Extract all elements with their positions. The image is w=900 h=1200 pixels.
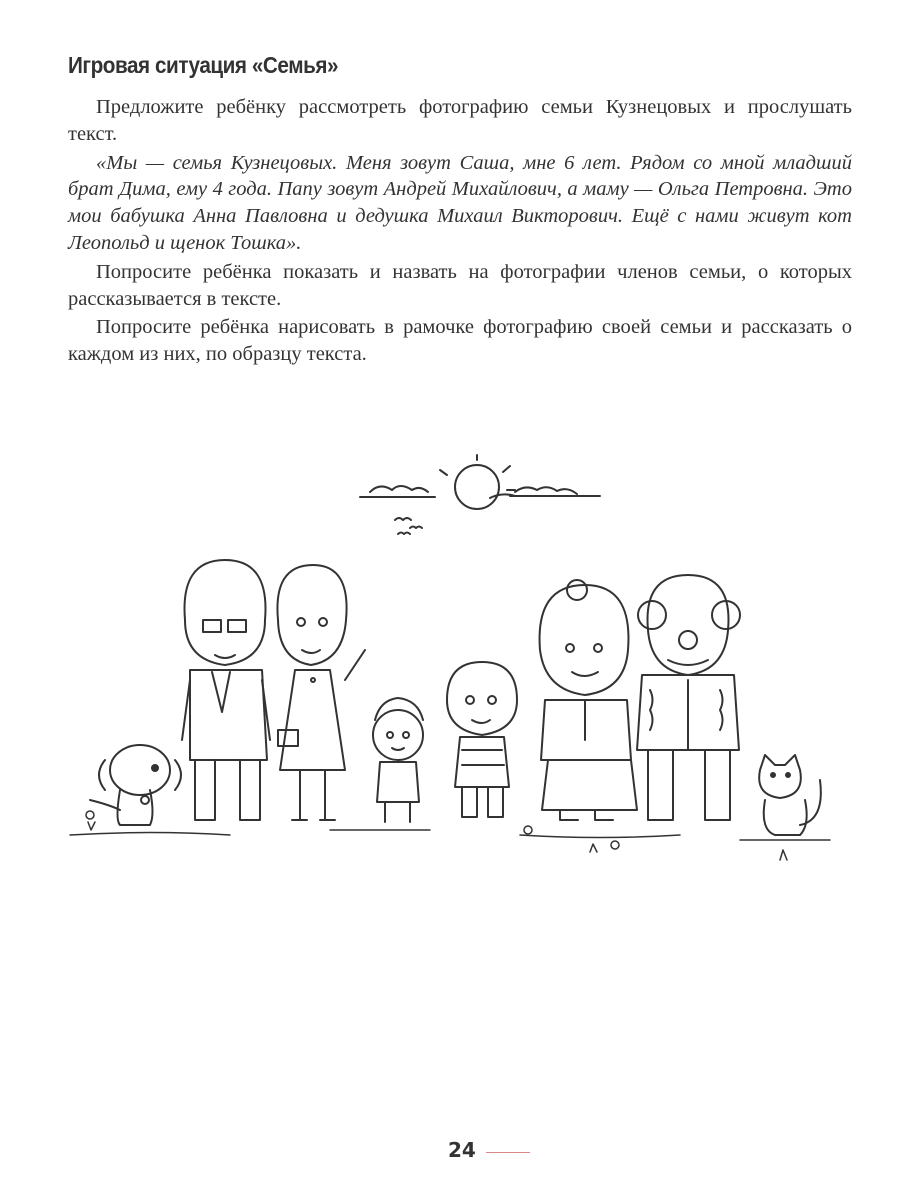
- family-illustration: [0, 440, 900, 870]
- grass: [70, 811, 830, 860]
- cat-icon: [759, 755, 821, 835]
- young-child-figure: [373, 698, 423, 822]
- boy-figure: [447, 662, 517, 817]
- birds-icon: [395, 518, 422, 534]
- page-number: 24: [448, 1138, 476, 1162]
- dog-icon: [90, 745, 181, 825]
- story-paragraph: «Мы — семья Кузнецовых. Меня зовут Саша, мне 6 лет. Рядом со мной младший брат Дима, ему 4 года. Папу зовут Андрей Михайлович, а маму — Ольга Петровна. Это мои бабушка Анна Павловна и дедушка Михаил Викторович. Ещё с нами живут кот Леопольд и щенок Тошка».: [68, 151, 852, 254]
- mother-figure: [277, 565, 365, 820]
- cloud-icon: [360, 486, 600, 498]
- father-figure: [182, 560, 270, 820]
- instruction-paragraph: Попросите ребёнка нарисовать в рамочке фотографию своей семьи и рассказать о каждом из них, по образцу текста.: [68, 316, 852, 366]
- instruction-paragraph: Предложите ребёнку рассмотреть фотографию семьи Кузнецовых и прослушать текст.: [68, 96, 852, 145]
- instruction-paragraph: Попросите ребёнка показать и назвать на фотографии членов семьи, о которых рассказывается в тексте.: [68, 260, 852, 310]
- body-text: [68, 94, 852, 370]
- grandmother-figure: [540, 580, 637, 820]
- sun-icon: [440, 455, 515, 509]
- grandfather-figure: [637, 575, 740, 820]
- section-title: Игровая ситуация «Семья»: [68, 52, 339, 78]
- page-number-rule: [486, 1152, 530, 1153]
